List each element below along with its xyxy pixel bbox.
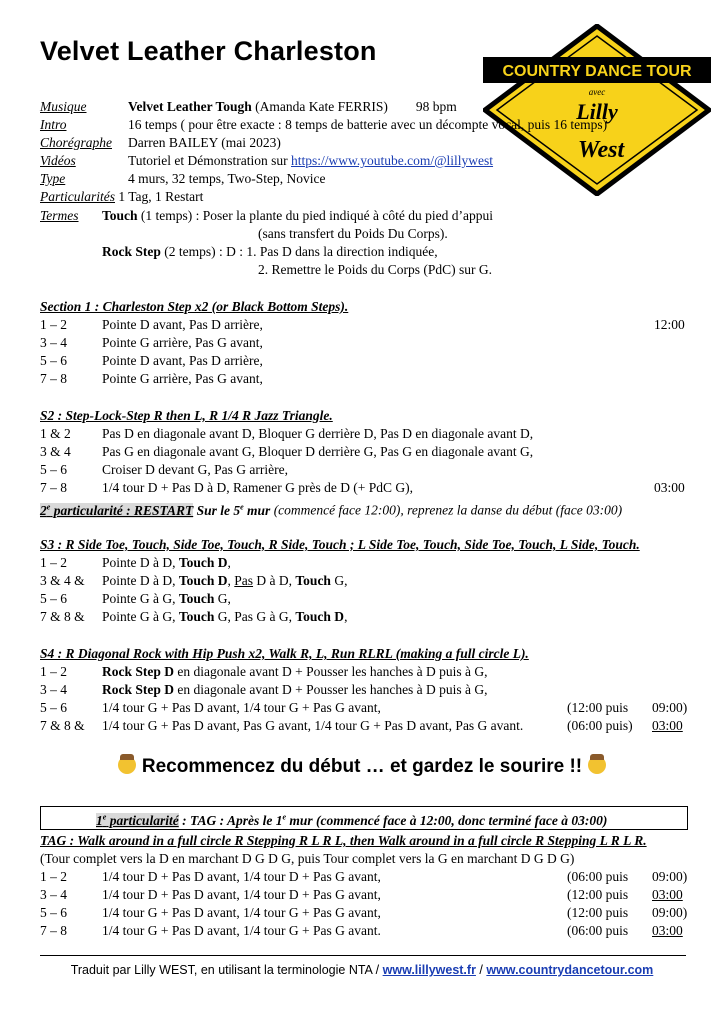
section2-heading: S2 : Step-Lock-Step R then L, R 1/4 R Jazz Triangle. xyxy=(40,408,333,423)
info-type: Type 4 murs, 32 temps, Two-Step, Novice xyxy=(40,171,326,186)
svg-text:Lilly: Lilly xyxy=(576,99,618,124)
s4-row: 7 & 8 & 1/4 tour G + Pas D avant, Pas G avant, 1/4 tour G + Pas D avant, Pas G avant. xyxy=(40,718,524,733)
info-intro: Intro 16 temps ( pour être exacte : 8 temps de batterie avec un décompte vocal, puis 16 temps) xyxy=(40,117,608,132)
tag-wall-to: 03:00 xyxy=(652,887,683,902)
s3-row: 1 – 2 Pointe D à D, Touch D, xyxy=(40,555,231,570)
s3-row: 3 & 4 & Pointe D à D, Touch D, Pas D à D, Touch G, xyxy=(40,573,348,588)
info-musique: Musique Velvet Leather Tough (Amanda Kate FERRIS) 98 bpm xyxy=(40,99,457,114)
svg-text:avec: avec xyxy=(588,87,606,97)
tag-row: 5 – 6 1/4 tour G + Pas D avant, 1/4 tour G + Pas G avant, xyxy=(40,905,381,920)
footer: Traduit par Lilly WEST, en utilisant la terminologie NTA / www.lillywest.fr / www.countrydancetour.com xyxy=(70,963,654,977)
s2-row: 5 – 6 Croiser D devant G, Pas G arrière, xyxy=(40,462,288,477)
terms-touch: Termes Touch (1 temps) : Poser la plante du pied indiqué à côté du pied d’appui xyxy=(40,208,493,223)
s3-row: 7 & 8 & Pointe G à G, Touch G, Pas G à G, Touch D, xyxy=(40,609,348,624)
country-dance-tour-logo xyxy=(483,24,711,196)
tag-wall-from: (06:00 puis xyxy=(567,923,629,938)
s4-row: 5 – 6 1/4 tour G + Pas D avant, 1/4 tour G + Pas G avant, xyxy=(40,700,381,715)
page-title: Velvet Leather Charleston xyxy=(40,36,377,66)
s4-row: 1 – 2 Rock Step D en diagonale avant D + Pousser les hanches à D puis à G, xyxy=(40,664,488,679)
restart-note: 2e particularité : RESTART Sur le 5e mur (commencé face 12:00), reprenez la danse du début (face 03:00) xyxy=(40,502,623,518)
restart-banner: Recommencez du début … et gardez le sourire !! xyxy=(0,756,724,778)
s4-wall-from: (06:00 puis) xyxy=(567,718,633,733)
info-particularites: Particularités 1 Tag, 1 Restart xyxy=(40,189,204,204)
countrydancetour-link[interactable]: www.countrydancetour.com xyxy=(486,963,654,977)
s1-row: 5 – 6 Pointe D avant, Pas D arrière, xyxy=(40,353,263,368)
tag-row: 1 – 2 1/4 tour D + Pas D avant, 1/4 tour D + Pas G avant, xyxy=(40,869,381,884)
s1-row: 7 – 8 Pointe G arrière, Pas G avant, xyxy=(40,371,263,386)
s4-row: 3 – 4 Rock Step D en diagonale avant D + Pousser les hanches à D puis à G, xyxy=(40,682,488,697)
tag-wall-from: (06:00 puis xyxy=(567,869,629,884)
tag-wall-to: 09:00) xyxy=(652,869,688,884)
footer-divider xyxy=(40,955,686,956)
s2-row: 7 – 8 1/4 tour D + Pas D à D, Ramener G près de D (+ PdC G), xyxy=(40,480,414,495)
section3-heading: S3 : R Side Toe, Touch, Side Toe, Touch, R Side, Touch ; L Side Toe, Touch, Side Toe, Touch, L Side, Touch. xyxy=(40,537,640,552)
terms-touch-def2: (sans transfert du Poids Du Corps). xyxy=(258,226,448,241)
s2-wall: 03:00 xyxy=(654,480,685,495)
cowboy-smiley-icon xyxy=(118,756,136,774)
lillywest-link[interactable]: www.lillywest.fr xyxy=(382,963,476,977)
s4-wall-to: 03:00 xyxy=(652,718,683,733)
s1-row: 1 – 2 Pointe D avant, Pas D arrière, xyxy=(40,317,263,332)
tag-wall-from: (12:00 puis xyxy=(567,887,629,902)
tag-heading: TAG : Walk around in a full circle R Stepping R L R L, then Walk around in a full circle R Stepping L R L R. xyxy=(40,833,647,848)
s4-wall-to: 09:00) xyxy=(652,700,688,715)
cowboy-smiley-icon xyxy=(588,756,606,774)
s2-row: 3 & 4 Pas G en diagonale avant G, Bloquer D derrière G, Pas G en diagonale avant G, xyxy=(40,444,534,459)
terms-rock-def2: 2. Remettre le Poids du Corps (PdC) sur G. xyxy=(258,262,492,277)
section4-heading: S4 : R Diagonal Rock with Hip Push x2, Walk R, L, Run RLRL (making a full circle L). xyxy=(40,646,529,661)
s2-row: 1 & 2 Pas D en diagonale avant D, Bloquer G derrière D, Pas D en diagonale avant D, xyxy=(40,426,534,441)
s3-row: 5 – 6 Pointe G à G, Touch G, xyxy=(40,591,231,606)
s4-wall-from: (12:00 puis xyxy=(567,700,629,715)
youtube-link[interactable]: https://www.youtube.com/@lillywest xyxy=(291,153,494,168)
tag-wall-to: 03:00 xyxy=(652,923,683,938)
svg-text:West: West xyxy=(577,137,625,163)
info-choregraphe: Chorégraphe Darren BAILEY (mai 2023) xyxy=(40,135,281,150)
tag-row: 7 – 8 1/4 tour G + Pas D avant, 1/4 tour G + Pas G avant. xyxy=(40,923,381,938)
terms-rock: Rock Step (2 temps) : D : 1. Pas D dans la direction indiquée, xyxy=(102,244,438,259)
info-videos: Vidéos Tutoriel et Démonstration sur https://www.youtube.com/@lillywest xyxy=(40,153,494,168)
tag-note: (Tour complet vers la D en marchant D G D G, puis Tour complet vers la G en marchant D G D G) xyxy=(40,851,575,866)
s1-wall: 12:00 xyxy=(654,317,685,332)
tag-wall-from: (12:00 puis xyxy=(567,905,629,920)
section1-heading: Section 1 : Charleston Step x2 (or Black Bottom Steps). xyxy=(40,299,349,314)
tag-box-text: 1e particularité : TAG : Après le 1e mur (commencé face à 12:00, donc terminé face à 03:00) xyxy=(96,812,608,828)
tag-wall-to: 09:00) xyxy=(652,905,688,920)
s1-row: 3 – 4 Pointe G arrière, Pas G avant, xyxy=(40,335,263,350)
tag-row: 3 – 4 1/4 tour D + Pas D avant, 1/4 tour D + Pas G avant, xyxy=(40,887,381,902)
svg-text:COUNTRY DANCE TOUR: COUNTRY DANCE TOUR xyxy=(502,63,692,80)
